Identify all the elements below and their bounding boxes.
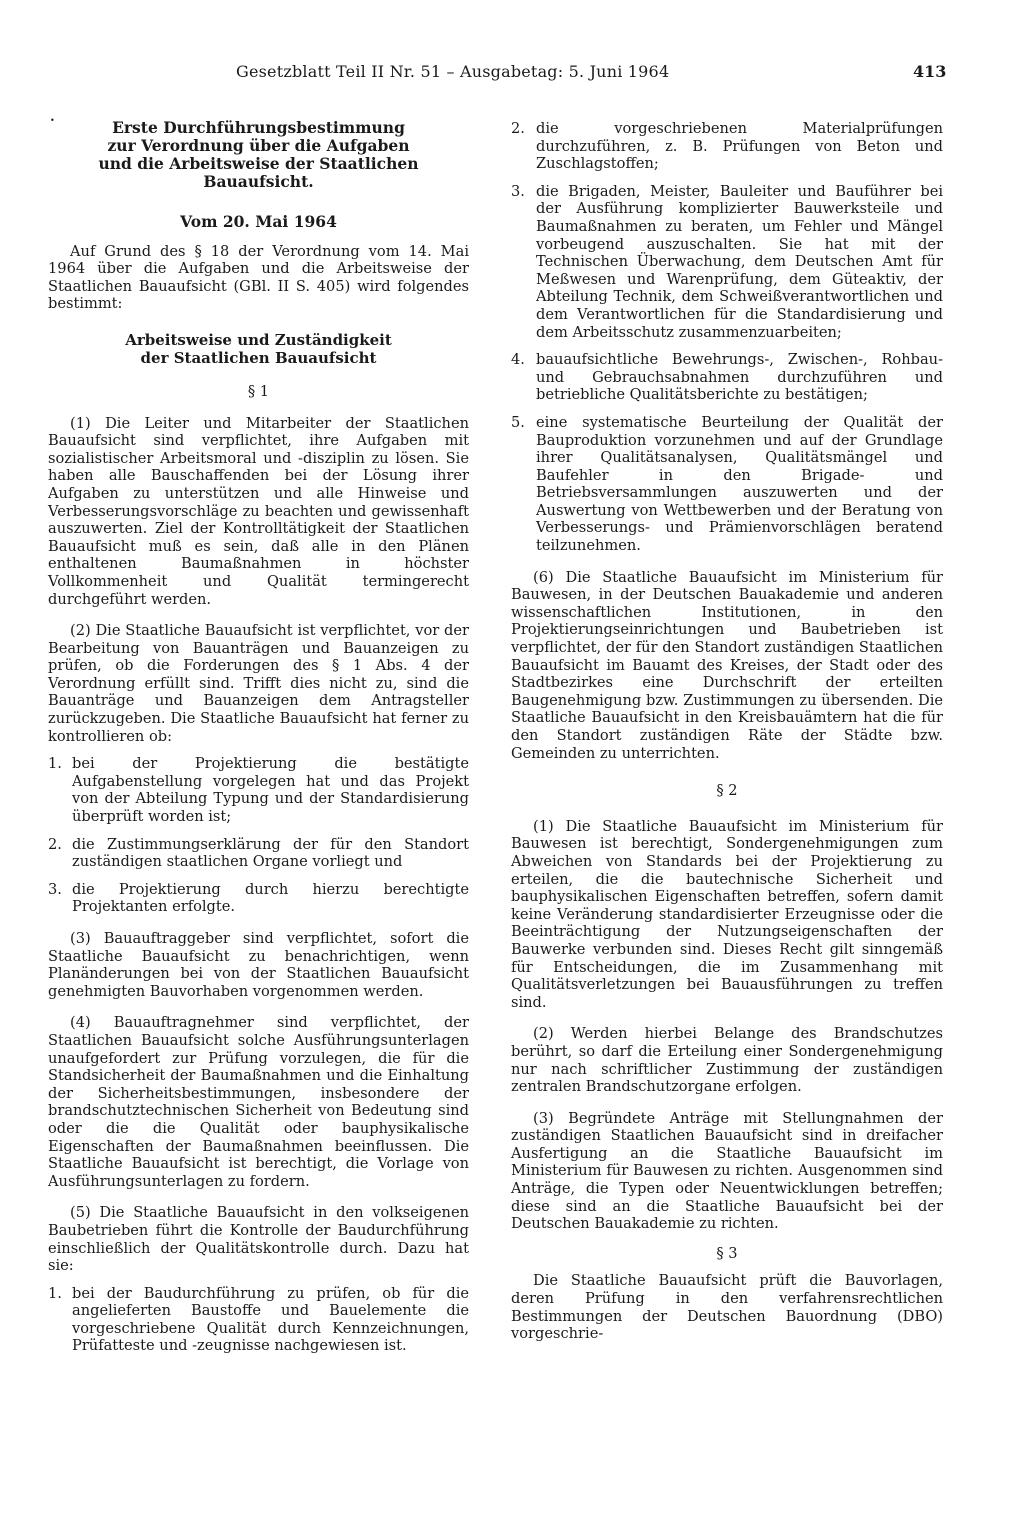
page-header: [236, 62, 947, 85]
paragraph-3: Die Staatliche Bauaufsicht prüft die Bauvorlagen, deren Prüfung in den verfahrensrechtlichen Bestimmungen der Deutschen Bauordnung (DBO) vorgeschrie-: [511, 1272, 943, 1343]
list-item: [48, 881, 469, 916]
section-heading-line-1: Arbeitsweise und Zuständigkeit: [125, 330, 392, 349]
list-item-number: 4.: [511, 351, 525, 369]
list-item-text: die vorgeschriebenen Materialprüfungen durchzuführen, z. B. Prüfungen von Beton und Zuschlagstoffen;: [536, 120, 943, 173]
header-title: Gesetzblatt Teil II Nr. 51 – Ausgabetag: 5. Juni 1964: [236, 62, 670, 81]
list-item: [511, 183, 943, 341]
paragraph-1-5-list: [48, 1285, 469, 1355]
list-item-number: 2.: [511, 120, 525, 137]
paragraph-1-5-list-continued: [511, 120, 943, 555]
section-heading-line-2: der Staatlichen Bauaufsicht: [140, 348, 377, 367]
paragraph-1-4: (4) Bauauftragnehmer sind verpflichtet, der Staatlichen Bauaufsicht solche Ausführungsunterlagen unaufgefordert zur Prüfung vorzulegen, die für die Standsicherheit der Baumaßnahmen und die Einhaltung der Sicherheitsbestimmungen, insbesondere der brandschutztechnischen Sicherheit von Bedeutung sind oder die die Qualität oder bauphysikalische Eigenschaften der Baumaßnahmen beeinflussen. Die Staatliche Bauaufsicht ist berechtigt, die Vorlage von Ausführungsunterlagen zu fordern.: [48, 1014, 469, 1190]
paragraph-1-2: (2) Die Staatliche Bauaufsicht ist verpflichtet, vor der Bearbeitung von Bauanträgen und Bauanzeigen zu prüfen, ob die Forderungen des § 1 Abs. 4 der Verordnung erfüllt sind. Trifft dies nicht zu, sind die Bauanträge und Bauanzeigen dem Antragsteller zurückzugeben. Die Staatliche Bauaufsicht hat ferner zu kontrollieren ob:: [48, 622, 469, 745]
paragraph-1-5: (5) Die Staatliche Bauaufsicht in den volkseigenen Baubetrieben führt die Kontrolle der Baudurchführung einschließlich der Qualitätskontrolle durch. Dazu hat sie:: [48, 1204, 469, 1275]
list-item: [48, 836, 469, 871]
list-item-number: 3.: [48, 880, 62, 898]
list-item-number: 3.: [511, 182, 525, 200]
list-item-text: die Brigaden, Meister, Bauleiter und Bauführer bei der Ausführung komplizierter Bauwerksteile und Baumaßnahmen zu beraten, um Fehler und Mängel vorbeugend auszuschalten. Sie hat mit der Technischen Überwachung, dem Deutschen Amt für Meßwesen und Warenprüfung, dem Güteaktiv, der Abteilung Technik, dem Schweißverantwortlichen und dem Verantwortlichen für die Standardisierung und dem Arbeitsschutz zusammenzuarbeiten;: [536, 182, 943, 341]
decree-date: Vom 20. Mai 1964: [180, 212, 337, 231]
page-number: 413: [913, 62, 947, 81]
list-item: [48, 755, 469, 825]
list-item-text: die Projektierung durch hierzu berechtigte Projektanten erfolgte.: [72, 880, 469, 916]
list-item-text: die Zustimmungserklärung der für den Standort zuständigen staatlichen Organe vorliegt und: [72, 835, 469, 871]
title-line-2: zur Verordnung über die Aufgaben: [107, 136, 410, 155]
paragraph-2-3: (3) Begründete Anträge mit Stellungnahmen der zuständigen Staatlichen Bauaufsicht sind in dreifacher Ausfertigung an die Staatliche Bauaufsicht im Ministerium für Bauwesen zu richten. Ausgenommen sind Anträge, die Typen oder Neuentwicklungen betreffen; diese sind an die Staatliche Bauaufsicht bei der Deutschen Bauakademie zu richten.: [511, 1109, 943, 1233]
paragraph-1-2-list: [48, 755, 469, 916]
paragraph-1-sign: § 1: [247, 382, 270, 400]
list-item-number: 1.: [48, 1284, 62, 1302]
margin-dot: •: [50, 116, 55, 125]
paragraph-2-1: (1) Die Staatliche Bauaufsicht im Ministerium für Bauwesen ist berechtigt, Sondergenehmigungen zum Abweichen von Standards bei der Projektierung zu erteilen, die die bautechnische Sicherheit und bauphysikalischen Eigenschaften betreffen, sofern damit keine Veränderung standardisierter Erzeugnisse oder die Beeinträchtigung der Nutzungseigenschaften der Bauwerke verbunden sind. Dieses Recht gilt sinngemäß für Entscheidungen, die im Zusammenhang mit Qualitätsverletzungen bei Bauausführungen zu treffen sind.: [511, 817, 943, 1011]
title-line-3: und die Arbeitsweise der Staatlichen Bauaufsicht.: [98, 154, 419, 191]
list-item-text: bei der Projektierung die bestätigte Aufgabenstellung vorgelegen hat und das Projekt von der Abteilung Typung und der Standardisierung überprüft worden ist;: [72, 755, 469, 826]
list-item-number: 5.: [511, 413, 525, 431]
left-column: [48, 119, 469, 1355]
list-item-text: bauaufsichtliche Bewehrungs-, Zwischen-, Rohbau- und Gebrauchsabnahmen durchzuführen und betriebliche Qualitätsberichte zu bestätigen;: [536, 351, 943, 404]
list-item-number: 1.: [48, 755, 62, 773]
paragraph-3-sign: § 3: [716, 1244, 738, 1262]
paragraph-1-6: (6) Die Staatliche Bauaufsicht im Ministerium für Bauwesen, in der Deutschen Bauakademie und anderen wissenschaftlichen Institutionen, in den Projektierungseinrichtungen und Baubetrieben ist verpflichtet, der für den Standort zuständigen Staatlichen Bauaufsicht im Bauamt des Kreises, der Stadt oder des Stadtbezirkes eine Durchschrift der erteilten Baugenehmigung bzw. Zustimmungen zu übersenden. Die Staatliche Bauaufsicht in den Kreisbauämtern hat die für den Standort zuständigen Räte der Städte bzw. Gemeinden zu unterrichten.: [511, 568, 943, 762]
list-item-number: 2.: [48, 835, 62, 853]
list-item: [511, 120, 943, 173]
paragraph-2-sign: § 2: [716, 782, 738, 800]
list-item: [511, 414, 943, 555]
paragraph-1-1: (1) Die Leiter und Mitarbeiter der Staatlichen Bauaufsicht sind verpflichtet, ihre Aufgaben mit sozialistischer Arbeitsmoral und -disziplin zu lösen. Sie haben alle Bauschaffenden bei der Lösung ihrer Aufgaben zu unterstützen und alle Hinweise und Verbesserungsvorschläge zu beachten und gewissenhaft auszuwerten. Ziel der Kontrolltätigkeit der Staatlichen Bauaufsicht muß es sein, daß alle in den Plänen enthaltenen Baumaßnahmen in höchster Vollkommenheit und Qualität termingerecht durchgeführt werden.: [48, 414, 469, 608]
list-item-text: eine systematische Beurteilung der Qualität der Bauproduktion vorzunehmen und auf der Grundlage ihrer Qualitätsanalysen, Qualitätsmängel und Baufehler in den Brigade- und Betriebsversammlungen auszuwerten und der Auswertung von Wettbewerben und der Beratung von Verbesserungs- und Prämienvorschlägen beratend teilzunehmen.: [536, 413, 943, 555]
list-item: [48, 1285, 469, 1355]
list-item: [511, 351, 943, 404]
paragraph-2-2: (2) Werden hierbei Belange des Brandschutzes berührt, so darf die Erteilung einer Sondergenehmigung nur nach schriftlicher Zustimmung der zuständigen zentralen Brandschutzorgane erfolgen.: [511, 1025, 943, 1096]
right-column: [511, 120, 943, 1343]
paragraph-1-3: (3) Bauauftraggeber sind verpflichtet, sofort die Staatliche Bauaufsicht zu benachrichtigen, wenn Planänderungen bei von der Staatlichen Bauaufsicht genehmigten Bauvorhaben vorgenommen werden.: [48, 930, 469, 1000]
preamble: Auf Grund des § 18 der Verordnung vom 14. Mai 1964 über die Aufgaben und die Arbeitsweise der Staatlichen Bauaufsicht (GBl. II S. 405) wird folgendes bestimmt:: [48, 242, 469, 313]
list-item-text: bei der Baudurchführung zu prüfen, ob für die angelieferten Baustoffe und Bauelemente die vorgeschriebene Qualität durch Kennzeichnungen, Prüfatteste und -zeugnisse nachgewiesen ist.: [72, 1284, 469, 1355]
title-line-1: Erste Durchführungsbestimmung: [112, 118, 405, 137]
